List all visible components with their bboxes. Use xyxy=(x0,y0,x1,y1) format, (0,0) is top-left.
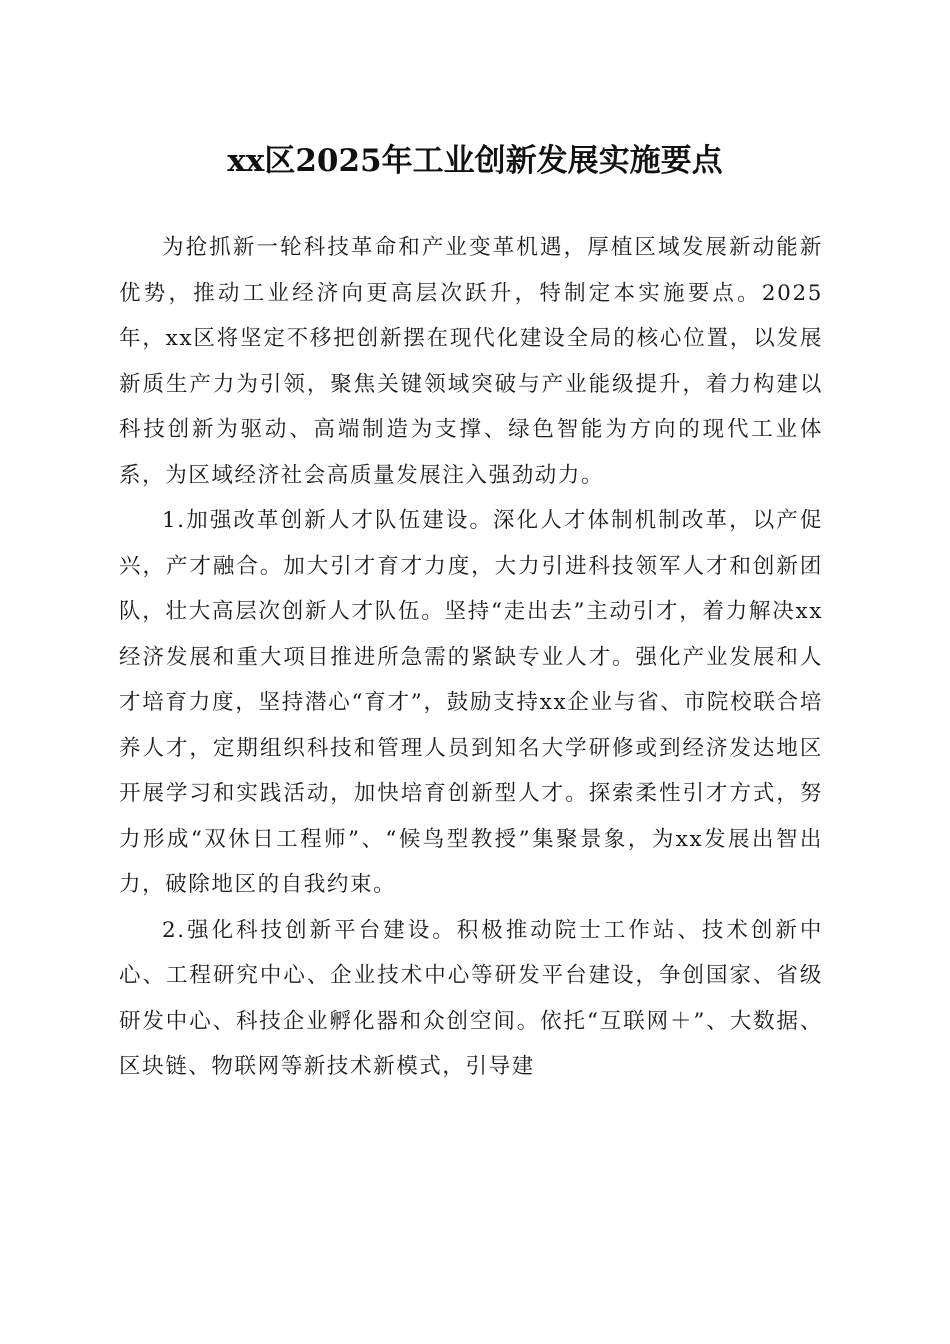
document-title: xx区2025年工业创新发展实施要点 xyxy=(227,143,723,179)
intro-paragraph: 为抢抓新一轮科技革命和产业变革机遇，厚植区域发展新动能新优势，推动工业经济向更高层次跃升，特制定本实施要点。2025年，xx区将坚定不移把创新摆在现代化建设全局的核心位置，以发展新质生产力为引领，聚焦关键领域突破与产业能级提升，着力构建以科技创新为驱动、高端制造为支撑、绿色智能为方向的现代工业体系，为区域经济社会高质量发展注入强劲动力。 xyxy=(119,235,823,488)
section-1-paragraph: 1.加强改革创新人才队伍建设。深化人才体制机制改革，以产促兴，产才融合。加大引才育才力度，大力引进科技领军人才和创新团队，壮大高层次创新人才队伍。坚持“走出去”主动引才，着力解决xx经济发展和重大项目推进所急需的紧缺专业人才。强化产业发展和人才培育力度，坚持潜心“育才”，鼓励支持xx企业与省、市院校联合培养人才，定期组织科技和管理人员到知名大学研修或到经济发达地区开展学习和实践活动，加快培育创新型人才。探索柔性引才方式，努力形成“双休日工程师”、“候鸟型教授”集聚景象，为xx发展出智出力，破除地区的自我约束。 xyxy=(119,508,823,897)
section-2-paragraph: 2.强化科技创新平台建设。积极推动院士工作站、技术创新中心、工程研究中心、企业技术中心等研发平台建设，争创国家、省级研发中心、科技企业孵化器和众创空间。依托“互联网＋”、大数据、区块链、物联网等新技术新模式，引导建 xyxy=(119,917,823,1079)
document-body xyxy=(119,225,823,1090)
